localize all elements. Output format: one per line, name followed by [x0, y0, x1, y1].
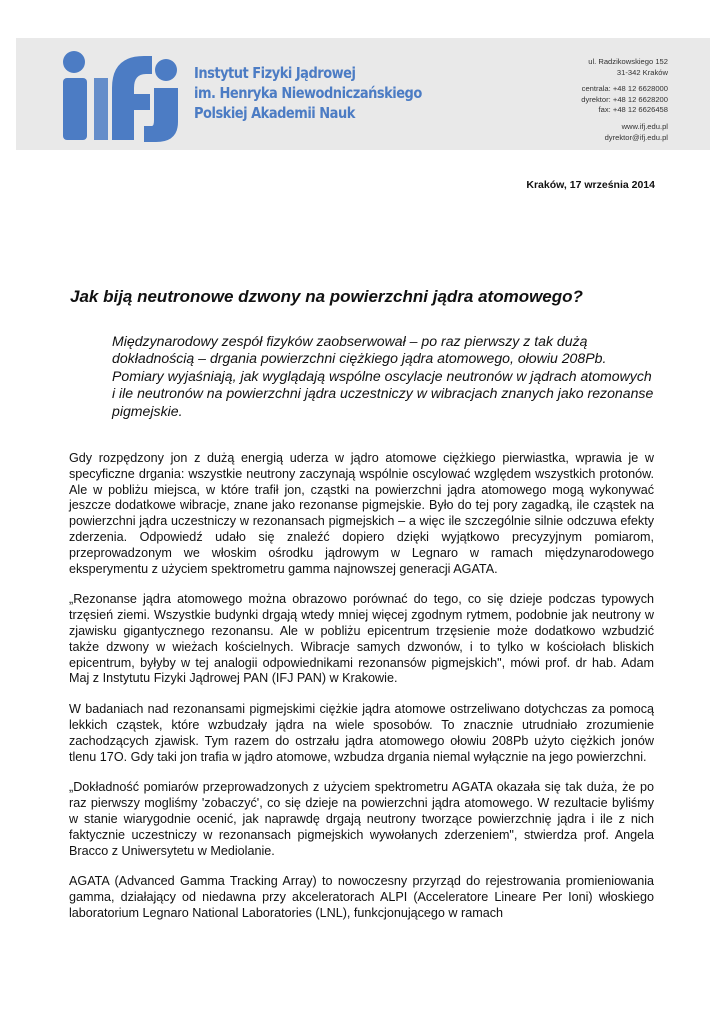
institute-name	[194, 63, 422, 123]
document-date: Kraków, 17 września 2014	[526, 179, 655, 191]
body-paragraph: „Dokładność pomiarów przeprowadzonych z użyciem spektrometru AGATA okazała się tak duża, że po raz pierwszy mogliśmy 'zobaczyć', co się dzieje na powierzchni jądra atomowego. W rezultacie byliśmy w stanie wiarygodnie ocenić, jak naprawdę drgają neutrony tworzące powierzchnię jądra i ile z nich faktycznie uczestniczy w rezonansach pigmejskich wywołanych zderzeniem", stwierdza prof. Angela Bracco z Uniwersytetu w Mediolanie.	[69, 780, 654, 858]
article-body	[69, 451, 654, 937]
lead-paragraph: Międzynarodowy zespół fizyków zaobserwował – po raz pierwszy z tak dużą dokładnością – drgania powierzchni ciężkiego jądra atomowego, ołowiu 208Pb. Pomiary wyjaśniają, jak wyglądają wspólne oscylacje neutronów w jądrach atomowych i ile neutronów na powierzchni jądra uczestniczy w wibracjach znanych jako rezonanse pigmejskie.	[112, 333, 654, 419]
ifj-logo-icon	[60, 50, 188, 142]
address-city: 31-342 Kraków	[616, 67, 668, 77]
phone-centrala: centrala: +48 12 6628000	[581, 84, 668, 94]
address-street: ul. Radzikowskiego 152	[588, 57, 668, 66]
body-paragraph: Gdy rozpędzony jon z dużą energią uderza w jądro atomowe ciężkiego pierwiastka, wprawia je w specyficzne drgania: wszystkie neutrony zaczynają wspólnie oscylować względem wszystkich protonów. Ale w pobliżu miejsca, w które trafił jon, cząstki na powierzchni jądra atomowego mogą wykonywać jeszcze dodatkowe wibracje, znane jako rezonanse pigmejskie. Było do tej pory zagadką, ile cząstek na powierzchni jądra uczestniczy w rezonansach pigmejskich – a więc ile szczególnie silnie odczuwa efekty zderzenia. Odpowiedź udało się znaleźć dopiero dzięki wyjątkowo precyzyjnym pomiarom, przeprowadzonym we włoskim ośrodku jądrowym w Legnaro w ramach międzynarodowego eksperymentu z użyciem spektrometru gamma najnowszej generacji AGATA.	[69, 451, 654, 576]
body-paragraph: AGATA (Advanced Gamma Tracking Array) to nowoczesny przyrząd do rejestrowania promieniowania gamma, działający od niedawna przy akceleratorach ALPI (Acceleratore Lineare Per Ioni) włoskiego laboratorium Legnaro National Laboratories (LNL), funkcjonującego w ramach	[69, 874, 654, 920]
institute-name-line: Instytut Fizyki Jądrowej	[194, 64, 356, 82]
body-paragraph: „Rezonanse jądra atomowego można obrazowo porównać do tego, co się dzieje podczas typowych trzęsień ziemi. Wszystkie budynki drgają wtedy mniej więcej zgodnym rytmem, podobnie jak neutrony w zjawisku gigantycznego rezonansu. Ale w pobliżu epicentrum trzęsienie może dodatkowo wzbudzić także dzwony w wieżach kościelnych. Wibracje samych dzwonów, i to tylko w kościołach bliskich epicentrum, byłyby w tej analogii odpowiednikami rezonansów pigmejskich", mówi prof. dr hab. Adam Maj z Instytutu Fizyki Jądrowej PAN (IFJ PAN) w Krakowie.	[69, 592, 654, 686]
phone-director: dyrektor: +48 12 6628200	[581, 94, 668, 104]
article-title: Jak biją neutronowe dzwony na powierzchni jądra atomowego?	[70, 287, 583, 306]
institute-name-line: im. Henryka Niewodniczańskiego	[194, 84, 422, 102]
email-link[interactable]: dyrektor@ifj.edu.pl	[604, 132, 668, 142]
body-paragraph: W badaniach nad rezonansami pigmejskimi ciężkie jądra atomowe ostrzeliwano dotychczas za pomocą lekkich cząstek, które wzbudzały jądra na wiele sposobów. To znacznie utrudniało zrozumienie zachodzących zjawisk. Tym razem do ostrzału jądra atomowego ołowiu 208Pb użyto ciężkich jonów tlenu 17O. Gdy taki jon trafia w jądro atomowe, wzbudza drgania niemal wyłącznie na jego powierzchni.	[69, 702, 654, 764]
fax-number: fax: +48 12 6626458	[598, 105, 668, 115]
letterhead	[16, 38, 710, 150]
contact-block	[581, 57, 668, 143]
institute-name-line: Polskiej Akademii Nauk	[194, 104, 355, 122]
website-link[interactable]: www.ifj.edu.pl	[621, 121, 668, 131]
